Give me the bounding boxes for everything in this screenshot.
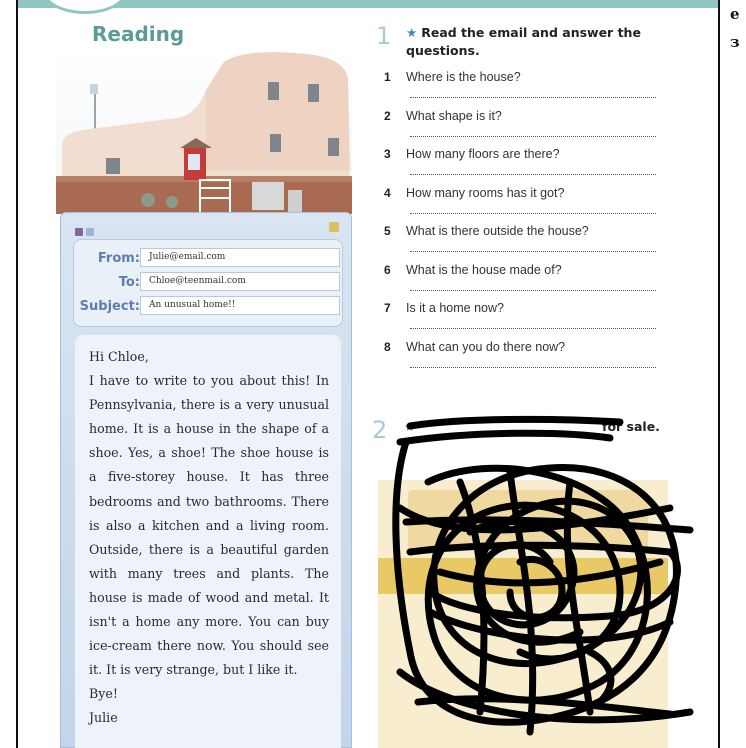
exercise-2-instruction (404, 418, 674, 436)
window-buttons (75, 223, 97, 232)
advert-banner (378, 558, 668, 594)
exercise-2-number: 2 (372, 416, 388, 444)
advert-box (378, 480, 668, 748)
window-button-icon (75, 228, 83, 236)
exercise-2-instruction-end: for sale. (602, 419, 660, 434)
margin-letter: з (730, 33, 740, 51)
question-text: What shape is it? (406, 108, 502, 123)
textbook-page (18, 0, 718, 748)
email-signature: Julie (89, 710, 118, 726)
exercise-1-instruction (406, 24, 656, 60)
answer-line[interactable] (410, 367, 656, 368)
question-text: Where is the house? (406, 70, 521, 84)
question-number: 8 (384, 339, 391, 354)
subject-row (74, 296, 344, 316)
margin-text (730, 0, 746, 56)
question-item (384, 186, 674, 225)
answer-line[interactable] (410, 136, 656, 137)
question-item (384, 147, 674, 186)
question-list (384, 70, 674, 378)
email-body (75, 335, 341, 748)
subject-label: Subject: (79, 299, 140, 314)
answer-line[interactable] (410, 174, 656, 175)
question-item (384, 109, 674, 148)
question-item (384, 340, 674, 379)
answer-line[interactable] (410, 251, 656, 252)
exercise-1-number: 1 (376, 22, 392, 50)
question-number: 6 (384, 262, 391, 277)
question-text: How many floors are there? (406, 147, 560, 161)
question-number: 4 (384, 185, 391, 200)
star-icon: ★ (404, 419, 416, 434)
question-text: What can you do there now? (406, 339, 566, 354)
question-item (384, 70, 674, 109)
email-signoff: Bye! (89, 686, 118, 702)
from-row (74, 248, 344, 268)
question-text: Is it a home now? (406, 301, 504, 315)
question-text: What is the house made of? (406, 262, 562, 277)
question-number: 5 (384, 224, 391, 238)
margin-letter: e (730, 5, 740, 23)
subject-field: An unusual home!! (140, 296, 340, 315)
question-item (384, 263, 674, 302)
answer-line[interactable] (410, 97, 656, 98)
question-number: 3 (384, 147, 391, 161)
shoe-house-photo (56, 50, 352, 214)
question-number: 2 (384, 108, 391, 123)
email-header (73, 239, 343, 327)
unit-badge (42, 0, 128, 14)
email-window (60, 212, 352, 748)
exercise-1-instruction-text: Read the email and answer the questions. (406, 25, 641, 58)
advert-heading-bg (408, 490, 648, 550)
from-field: Julie@email.com (140, 248, 340, 267)
question-number: 1 (384, 70, 391, 84)
question-item (384, 224, 674, 263)
question-text: How many rooms has it got? (406, 185, 565, 200)
from-label: From: (97, 251, 140, 266)
to-label: To: (118, 275, 140, 290)
window-button-icon (86, 228, 94, 236)
to-field: Chloe@teenmail.com (140, 272, 340, 291)
star-icon: ★ (406, 25, 418, 40)
answer-line[interactable] (410, 290, 656, 291)
section-title: Reading (92, 22, 185, 46)
answer-line[interactable] (410, 328, 656, 329)
email-greeting: Hi Chloe, (89, 349, 149, 364)
question-number: 7 (384, 301, 391, 315)
question-text: What is there outside the house? (406, 224, 589, 238)
question-item (384, 301, 674, 340)
email-text: I have to write to you about this! In Pennsylvania, there is a very unusual home. It is a house in the shape of a shoe. Yes, a shoe! The shoe house is a five-storey house. It has three bedrooms and two bathrooms. There is also a kitchen and a living room. Outside, there is a beautiful garden with many trees and plants. The house is made of wood and metal. It isn't a home any more. You can buy ice-cream there now. You should see it. It is very strange, but I like it. (89, 373, 329, 678)
to-row (74, 272, 344, 292)
answer-line[interactable] (410, 213, 656, 214)
window-button-icon (329, 222, 339, 232)
page-frame-right (718, 0, 720, 748)
